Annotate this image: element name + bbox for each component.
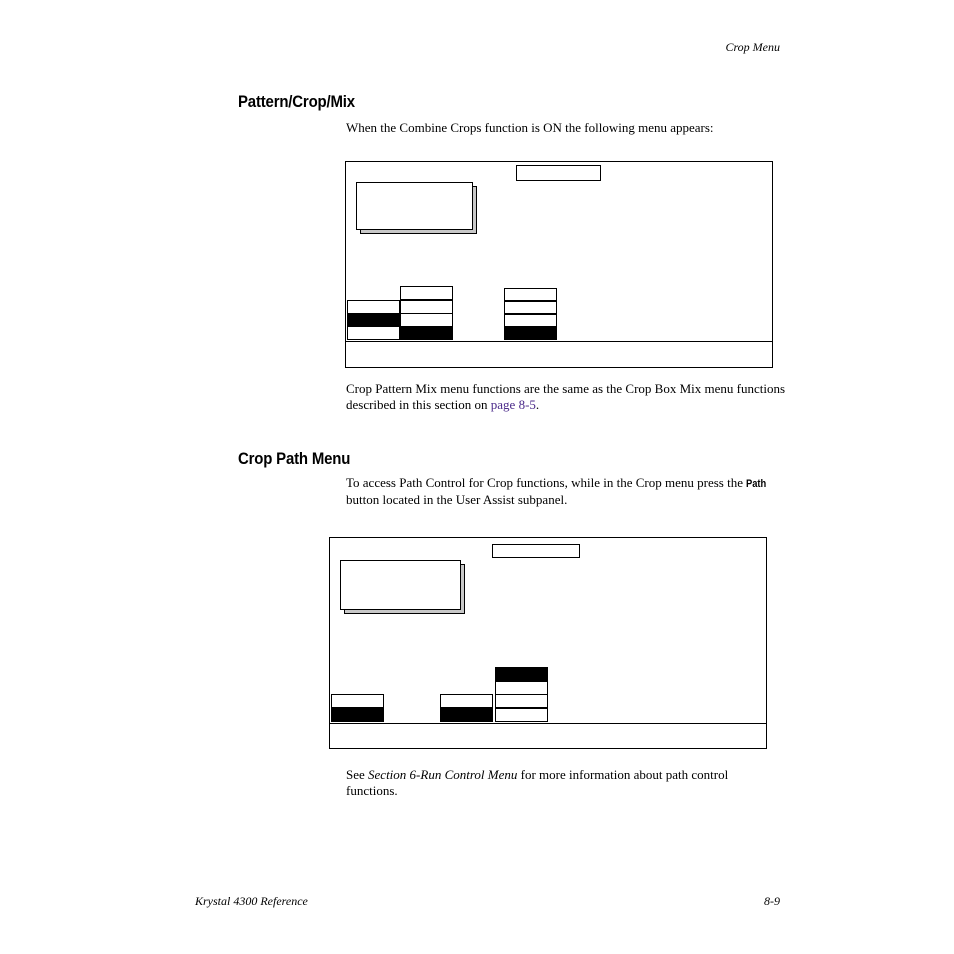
menu-title-box [492, 544, 580, 558]
softkey-box [400, 313, 453, 327]
softkey-box-selected [347, 313, 400, 327]
status-bar-divider [330, 723, 766, 724]
section1-intro: When the Combine Crops function is ON the following menu appears: [346, 120, 714, 135]
softkey-box [440, 694, 493, 708]
softkey-box [504, 288, 557, 301]
softkey-box-selected [504, 327, 557, 340]
crop-path-menu-diagram [329, 537, 767, 749]
menu-title-box [516, 165, 601, 181]
info-panel [340, 560, 461, 610]
page-number: 8-9 [764, 894, 780, 908]
section2-intro-end: button located in the User Assist subpanel. [346, 492, 568, 507]
status-bar-divider [346, 341, 772, 342]
softkey-box-selected [400, 326, 453, 340]
path-button-label: Path [746, 478, 767, 490]
softkey-box-selected [331, 708, 384, 722]
softkey-box [331, 694, 384, 708]
section1-description-end: . [535, 397, 540, 412]
pattern-crop-mix-menu-diagram [345, 161, 773, 368]
section1-description [346, 381, 786, 413]
section2-see-also [346, 767, 776, 799]
info-panel [356, 182, 473, 230]
see-also-prefix: See [346, 767, 369, 782]
softkey-box [495, 708, 548, 722]
softkey-box [400, 300, 453, 314]
section-heading-crop-path-menu: Crop Path Menu [238, 449, 351, 468]
softkey-box [495, 694, 548, 708]
see-also-suffix: for more information about path control functions. [346, 767, 729, 798]
softkey-box-selected [495, 667, 548, 681]
softkey-box [504, 301, 557, 314]
softkey-box [504, 314, 557, 327]
section-heading-pattern-crop-mix: Pattern/Crop/Mix [238, 92, 355, 111]
section1-description-text: Crop Pattern Mix menu functions are the same as the Crop Box Mix menu functions described in this section on [346, 381, 786, 412]
softkey-box [347, 326, 400, 340]
softkey-box [347, 300, 400, 314]
softkey-box-selected [440, 708, 493, 722]
section2-intro [346, 475, 786, 508]
softkey-box [495, 681, 548, 695]
softkey-box [400, 286, 453, 300]
running-header: Crop Menu [725, 40, 780, 54]
footer-title: Krystal 4300 Reference [195, 894, 308, 908]
run-control-menu-reference: Section 6-Run Control Menu [368, 767, 518, 782]
page-8-5-link[interactable]: page 8-5 [490, 397, 536, 412]
section2-intro-text: To access Path Control for Crop functions, while in the Crop menu press the [346, 475, 747, 490]
